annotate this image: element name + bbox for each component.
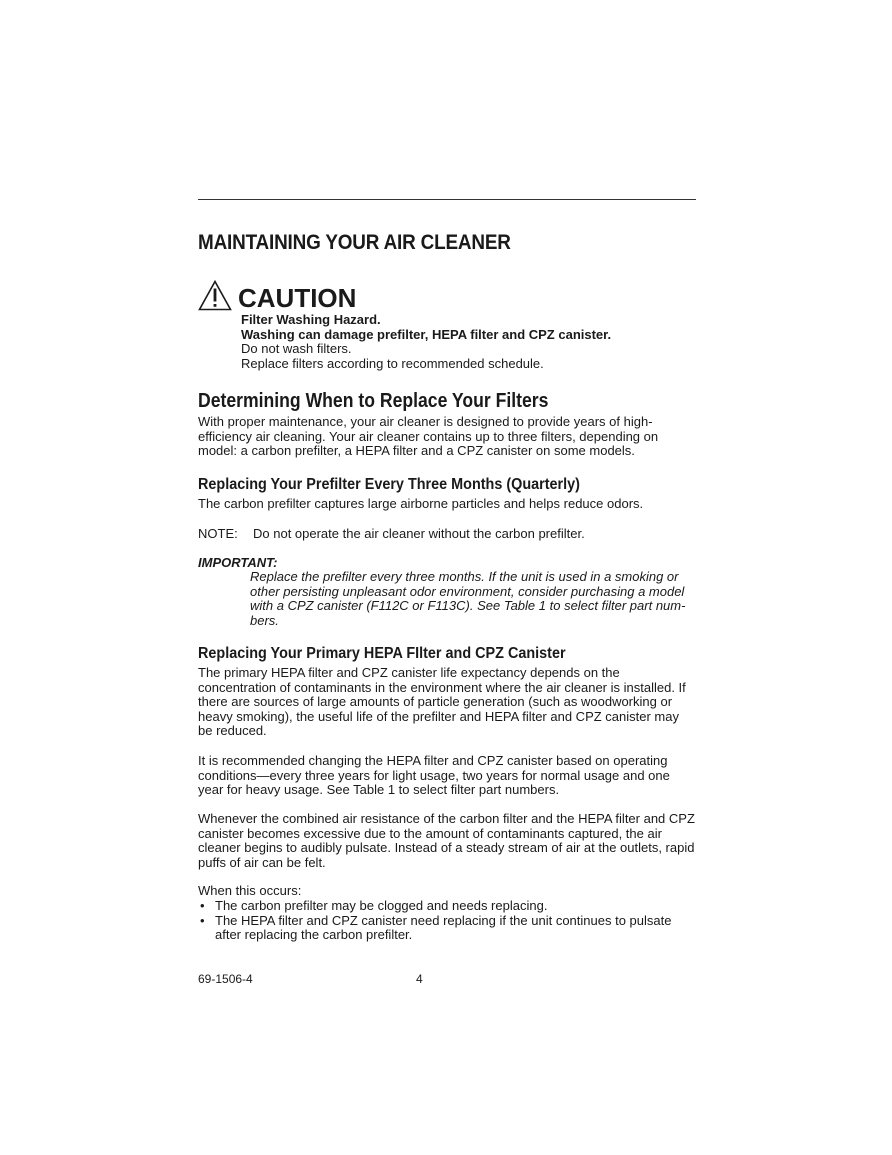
- warning-triangle-icon: [198, 280, 232, 311]
- list-item-text: The HEPA filter and CPZ canister need replacing if the unit continues to pulsate after replacing the carbon prefilter.: [215, 912, 672, 943]
- caution-instruction-2: Replace filters according to recommended schedule.: [241, 355, 544, 371]
- list-item: [198, 899, 696, 914]
- section-heading-hepa: Replacing Your Primary HEPA FIlter and CPZ Canister: [198, 645, 566, 662]
- top-rule: [198, 199, 696, 200]
- bullet-icon: •: [200, 912, 205, 928]
- caution-instruction-1: Do not wash filters.: [241, 341, 352, 357]
- document-code: 69-1506-4: [198, 972, 253, 986]
- section-body-hepa-1: The primary HEPA filter and CPZ canister life expectancy depends on the concentration of contaminants in the environment where the air cleaner is installed. If there are sources of large amounts of particle generation (such as woodworking or heavy smoking), the useful life of the prefilter and HEPA filter and CPZ canister may be reduced.: [198, 665, 686, 739]
- section-body-replace-filters: With proper maintenance, your air cleaner is designed to provide years of high-efficiency air cleaning. Your air cleaner contains up to three filters, depending on model: a carbon prefilter, a HEPA filter and a CPZ canister on some models.: [198, 414, 659, 459]
- page-number: 4: [416, 972, 423, 986]
- section-body-hepa-2: It is recommended changing the HEPA filter and CPZ canister based on operating conditions—every three years for light usage, two years for normal usage and one year for heavy usage. See Table 1 to select filter part numbers.: [198, 753, 670, 798]
- list-item-text: The carbon prefilter may be clogged and needs replacing.: [215, 898, 548, 913]
- section-heading-replace-filters: Determining When to Replace Your Filters: [198, 390, 549, 412]
- caution-hazard: Filter Washing Hazard.: [241, 312, 381, 327]
- note-label: NOTE:: [198, 526, 238, 541]
- caution-text: [241, 313, 611, 371]
- bullet-icon: •: [200, 898, 205, 913]
- list-item: [198, 914, 696, 943]
- caution-heading: CAUTION: [238, 283, 357, 313]
- section-body-prefilter: The carbon prefilter captures large airborne particles and helps reduce odors.: [198, 496, 644, 511]
- section-heading-prefilter: Replacing Your Prefilter Every Three Months (Quarterly): [198, 476, 580, 493]
- important-label: IMPORTANT:: [198, 555, 278, 570]
- important-text: Replace the prefilter every three months. If the unit is used in a smoking or other persisting unpleasant odor environment, consider purchasing a model with a CPZ canister (F112C or F113C). See Table 1 to select filter part num-bers.: [250, 569, 686, 628]
- section-body-hepa-4: When this occurs:: [198, 883, 302, 898]
- caution-consequence: Washing can damage prefilter, HEPA filter and CPZ canister.: [241, 326, 612, 342]
- bullet-list: [198, 899, 696, 943]
- section-body-hepa-3: Whenever the combined air resistance of the carbon filter and the HEPA filter and CPZ canister becomes excessive due to the amount of contaminants captured, the air cleaner begins to audibly pulsate. Instead of a steady stream of air at the outlets, rapid puffs of air can be felt.: [198, 811, 695, 870]
- page-title: MAINTAINING YOUR AIR CLEANER: [198, 231, 511, 254]
- note-text: Do not operate the air cleaner without the carbon prefilter.: [253, 526, 585, 541]
